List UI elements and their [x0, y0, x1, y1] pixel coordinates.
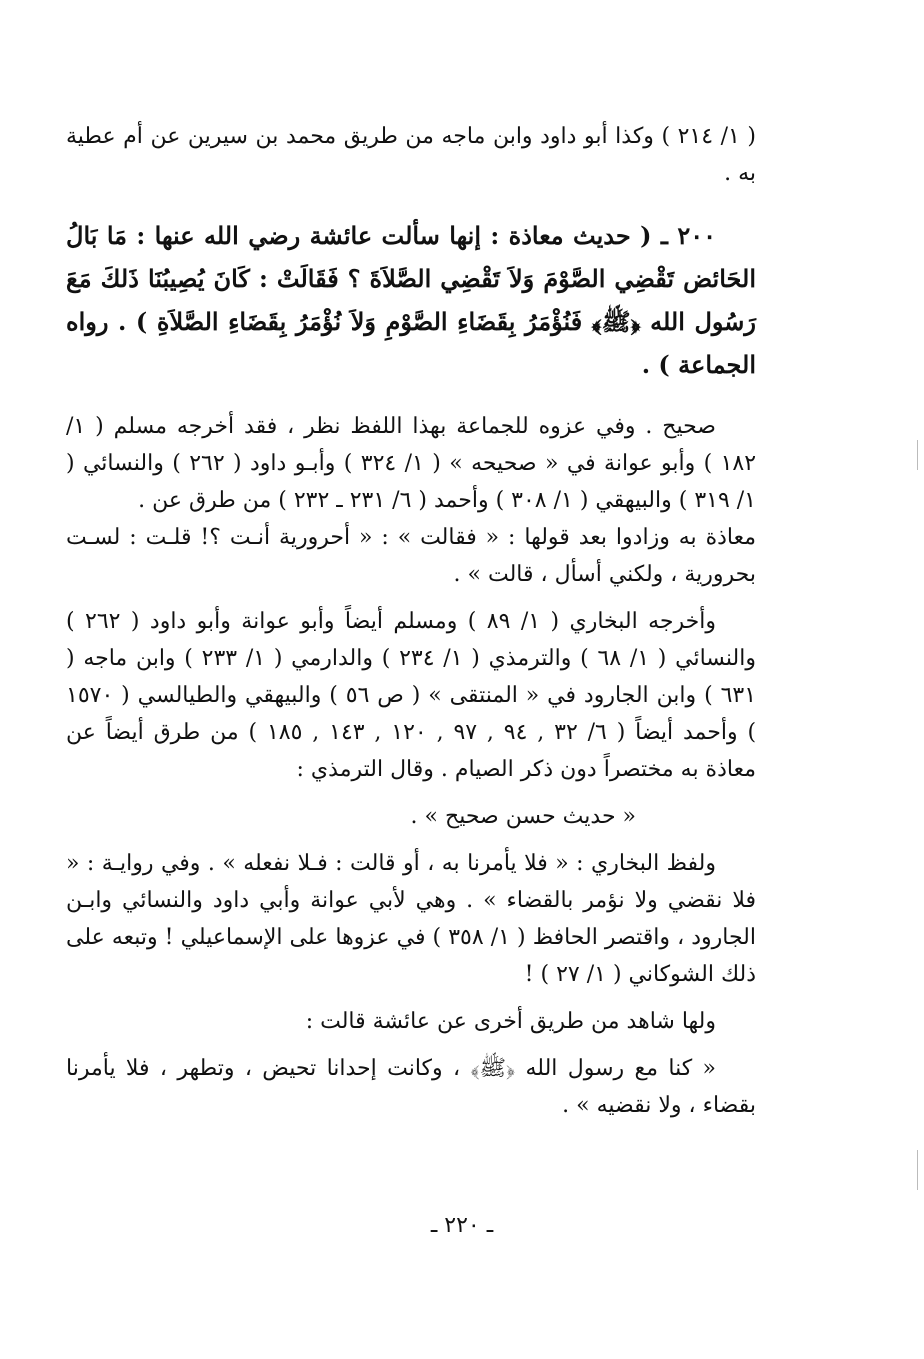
- page-body: [66, 118, 756, 1124]
- paragraph-grading: صحيح . وفي عزوه للجماعة بهذا اللفظ نظر ، فقد أخرجه مسلم ( ١/ ١٨٢ ) وأبو عوانة في « صحيحه » ( ١/ ٣٢٤ ) وأبـو داود ( ٢٦٢ ) والنسائي ( ١/ ٣١٩ ) والبيهقي ( ١/ ٣٠٨ ) وأحمد ( ٦/ ٢٣١ ـ ٢٣٢ ) من طرق عن .: [66, 414, 757, 513]
- tirmidhi-quote: « حديث حسن صحيح » .: [410, 804, 636, 829]
- paragraph-witness: ولها شاهد من طريق أخرى عن عائشة قالت :: [305, 1009, 716, 1034]
- hadith-200: ٢٠٠ ـ ( حديث معاذة : إنها سألت عائشة رضي الله عنها : مَا بَالُ الحَائض تَقْضِي الصَّوْمَ وَلاَ تَقْضِي الصَّلاَةَ ؟ فَقَالَتْ : كَانَ يُصِيبُنَا ذَلكَ مَعَ رَسُول الله ﴿ﷺ﴾ فَنُؤْمَرُ بِقَضَاءِ الصَّوْمِ وَلاَ نُؤْمَرُ بِقَضَاءِ الصَّلاَةِ ) . رواه الجماعة ) .: [66, 221, 756, 379]
- paragraph-addition: معاذة به وزادوا بعد قولها : « فقالت » : « أحرورية أنـت ؟! قلـت : لسـت بحرورية ، ولكني أسأل ، قالت » .: [66, 525, 756, 587]
- paragraph-bukhari-wording: ولفظ البخاري : « فلا يأمرنا به ، أو قالت : فـلا نفعله » . وفي روايـة : « فلا نقضي ولا نؤمر بالقضاء » . وهي لأبي عوانة وأبي داود والنسائي وابـن الجارود ، واقتصر الحافظ ( ١/ ٣٥٨ ) في عزوها على الإسماعيلي ! وتبعه على ذلك الشوكاني ( ١/ ٢٧ ) !: [66, 851, 756, 987]
- scan-edge-mark: [917, 440, 918, 470]
- scan-edge-mark: [917, 1150, 918, 1190]
- paragraph-aisha-quote: « كنا مع رسول الله ﴿ﷺ﴾ ، وكانت إحدانا تحيض ، وتطهر ، فلا يأمرنا بقضاء ، ولا نقضيه » .: [66, 1056, 756, 1118]
- paragraph-continuation: ( ١/ ٢١٤ ) وكذا أبو داود وابن ماجه من طريق محمد بن سيرين عن أم عطية به .: [66, 124, 756, 186]
- page-number: ـ ٢٢٠ ـ: [430, 1213, 494, 1238]
- paragraph-bukhari: وأخرجه البخاري ( ١/ ٨٩ ) ومسلم أيضاً وأبو عوانة وأبو داود ( ٢٦٢ ) والنسائي ( ١/ ٦٨ ) والترمذي ( ١/ ٢٣٤ ) والدارمي ( ١/ ٢٣٣ ) وابن ماجه ( ٦٣١ ) وابن الجارود في « المنتقى » ( ص ٥٦ ) والبيهقي والطيالسي ( ١٥٧٠ ) وأحمد أيضاً ( ٦/ ٣٢ , ٩٤ , ٩٧ , ١٢٠ , ١٤٣ , ١٨٥ ) من طرق أيضاً عن معاذة به مختصراً دون ذكر الصيام . وقال الترمذي :: [66, 609, 757, 782]
